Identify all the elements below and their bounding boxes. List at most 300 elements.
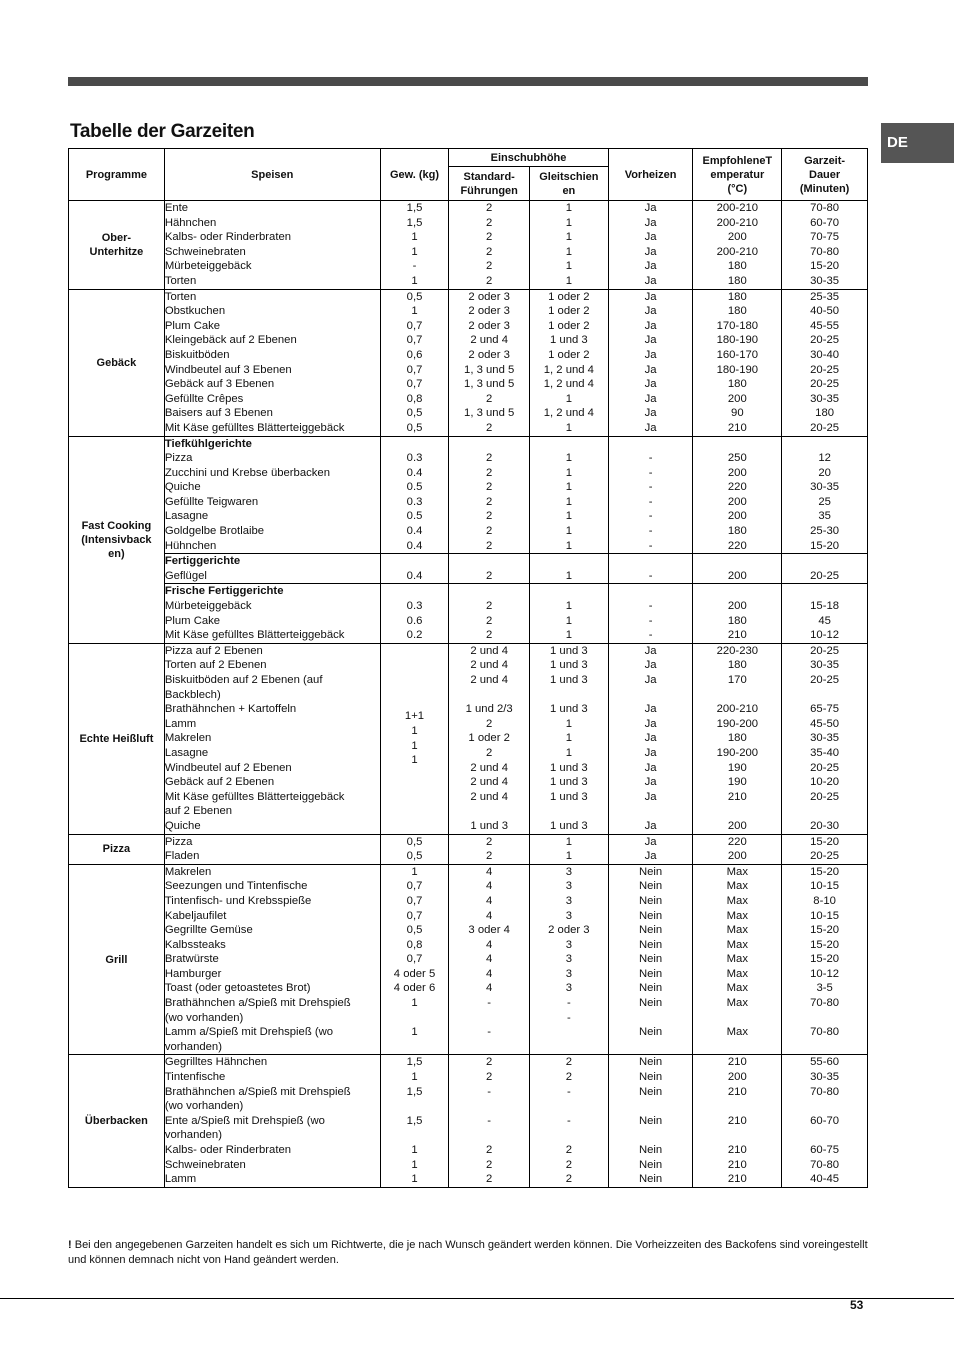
shelf-standard-value: 1 und 3: [470, 819, 509, 832]
shelf-glide-value: 1: [565, 600, 572, 613]
weight-value: 0,5: [406, 924, 423, 937]
shelf-glide-value: 1: [565, 614, 572, 627]
food-cell: [164, 1055, 380, 1187]
duration-value: 30-40: [810, 348, 840, 361]
weight-cell: [380, 554, 449, 584]
duration-value: 60-70: [810, 216, 840, 229]
header-rule: [68, 77, 868, 86]
duration-value: 30-35: [810, 659, 840, 672]
shelf-standard-value: 2: [486, 525, 493, 538]
spacer: [381, 437, 449, 452]
duration-value: 12: [818, 452, 831, 465]
header-vorheizen: Vorheizen: [608, 149, 693, 201]
preheat-value: Ja: [644, 761, 657, 774]
header-speisen: Speisen: [164, 149, 380, 201]
temperature-value: [693, 1099, 781, 1114]
shelf-standard-value: 2: [486, 421, 493, 434]
shelf-standard-value: 2: [486, 260, 493, 273]
preheat-value: Ja: [644, 202, 657, 214]
duration-cell: [782, 554, 868, 584]
spacer: [530, 554, 608, 569]
cooking-times-table: [68, 148, 868, 1188]
food-item: Backblech): [164, 688, 221, 701]
shelf-standard-value: 2: [486, 1173, 493, 1186]
temperature-cell: [693, 436, 782, 554]
weight-value: 0,7: [406, 363, 423, 376]
preheat-value: Ja: [644, 644, 657, 657]
shelf-glide-value: 1, 2 und 4: [543, 407, 594, 420]
spacer: [609, 437, 693, 452]
preheat-value: Ja: [644, 378, 657, 391]
shelf-standard-value: 2: [486, 1071, 493, 1084]
food-item: Baisers auf 3 Ebenen: [164, 407, 273, 420]
temperature-value: [693, 1011, 781, 1026]
preheat-value: Nein: [638, 1158, 663, 1171]
weight-value: 0,7: [406, 319, 423, 332]
preheat-value: Nein: [638, 909, 663, 922]
shelf-glide-cell: [530, 834, 609, 864]
temperature-value: 250: [727, 452, 747, 465]
shelf-glide-cell: [530, 584, 609, 643]
shelf-glide-value: 1: [565, 495, 572, 508]
shelf-standard-value: 2: [486, 231, 493, 244]
program-row: [69, 834, 868, 864]
food-subheading: Tiefkühlgerichte: [164, 437, 252, 450]
preheat-value: Ja: [644, 659, 657, 672]
weight-value: 0,5: [406, 850, 423, 863]
shelf-glide-value: 1 und 3: [550, 776, 588, 789]
header-programme: Programme: [69, 149, 165, 201]
spacer: [381, 554, 449, 569]
duration-value: 20-25: [810, 761, 840, 774]
language-tab: DE: [881, 123, 954, 163]
weight-value: 1: [411, 997, 418, 1010]
food-item: Ente a/Spieß mit Drehspieß (wo: [164, 1114, 325, 1127]
temperature-value: 210: [727, 1114, 747, 1127]
food-item: Schweinebraten: [164, 1158, 246, 1171]
temperature-value: 210: [727, 629, 747, 642]
preheat-value: Ja: [644, 407, 657, 420]
shelf-standard-value: 1, 3 und 5: [464, 378, 515, 391]
food-item: Gegrillte Gemüse: [164, 924, 253, 937]
temperature-value: 200: [727, 819, 747, 832]
temperature-value: 180-190: [716, 363, 759, 376]
shelf-standard-cell: [449, 436, 530, 554]
preheat-value: Ja: [644, 776, 657, 789]
food-cell: [164, 289, 380, 436]
food-item: Mit Käse gefülltes Blätterteiggebäck: [164, 790, 345, 803]
shelf-glide-value: 1 oder 2: [548, 319, 590, 332]
food-item: Seezungen und Tintenfische: [164, 880, 308, 893]
shelf-glide-value: 1, 2 und 4: [543, 363, 594, 376]
weight-value: 0,7: [406, 334, 423, 347]
shelf-standard-value: 2 und 4: [470, 334, 509, 347]
shelf-standard-value: 2 oder 3: [468, 290, 510, 303]
preheat-value: Nein: [638, 997, 663, 1010]
shelf-standard-value: 4: [486, 865, 493, 878]
preheat-value: Ja: [644, 231, 657, 244]
food-item: Mit Käse gefülltes Blätterteiggebäck: [164, 421, 345, 434]
spacer: [782, 554, 867, 569]
food-item: Hühnchen: [164, 539, 217, 552]
shelf-standard-value: [449, 688, 529, 703]
food-item: Plum Cake: [164, 319, 221, 332]
duration-value: 20-30: [810, 819, 840, 832]
shelf-standard-value: [449, 804, 529, 819]
temperature-value: 170-180: [716, 319, 759, 332]
shelf-standard-cell: [449, 864, 530, 1055]
weight-cell: [380, 584, 449, 643]
weight-value: 1: [411, 231, 418, 244]
shelf-glide-value: 1: [565, 850, 572, 863]
temperature-value: 200-210: [716, 703, 759, 716]
shelf-standard-value: 4: [486, 909, 493, 922]
shelf-standard-value: 2 oder 3: [468, 319, 510, 332]
preheat-value: -: [648, 539, 653, 552]
food-cell: [164, 864, 380, 1055]
shelf-standard-value: 2: [486, 510, 493, 523]
program-group-row: [69, 436, 868, 554]
preheat-value: Ja: [644, 819, 657, 832]
duration-value: 30-35: [810, 1071, 840, 1084]
temperature-value: 220: [727, 539, 747, 552]
food-item: Kalbssteaks: [164, 938, 226, 951]
preheat-value: [609, 1099, 693, 1114]
shelf-glide-value: [530, 804, 608, 819]
temperature-value: 180: [727, 260, 747, 273]
shelf-standard-value: 4: [486, 894, 493, 907]
shelf-glide-value: 1 oder 2: [548, 348, 590, 361]
shelf-standard-value: 3 oder 4: [468, 924, 510, 937]
temperature-value: [693, 688, 781, 703]
temperature-value: 190-200: [716, 717, 759, 730]
duration-value: 25-35: [810, 290, 840, 303]
spacer: [609, 584, 693, 599]
food-item: Quiche: [164, 481, 201, 494]
food-item: Biskuitböden auf 2 Ebenen (auf: [164, 674, 323, 686]
duration-value: 20-25: [810, 421, 840, 434]
footer-rule: [0, 1298, 954, 1299]
duration-cell: [782, 201, 868, 290]
duration-value: 20-25: [810, 569, 840, 582]
duration-value: 30-35: [810, 732, 840, 745]
shelf-glide-value: 2: [565, 1056, 572, 1069]
temperature-value: 180: [727, 290, 747, 303]
temperature-value: 160-170: [716, 348, 759, 361]
preheat-cell: [608, 584, 693, 643]
duration-value: 70-80: [810, 1085, 840, 1098]
preheat-value: -: [648, 569, 653, 582]
duration-value: 15-20: [810, 260, 840, 273]
shelf-glide-cell: [530, 201, 609, 290]
weight-value: 0,5: [406, 407, 423, 420]
duration-value: 15-20: [810, 539, 840, 552]
temperature-value: 220: [727, 481, 747, 494]
weight-value: 1: [411, 274, 418, 287]
food-item: Pizza auf 2 Ebenen: [164, 644, 263, 657]
food-item: Torten: [164, 290, 197, 303]
weight-value: [381, 1099, 449, 1114]
footnote: [68, 1238, 868, 1268]
duration-value: 15-20: [810, 865, 840, 878]
shelf-standard-value: 4: [486, 880, 493, 893]
weight-value: 0.4: [406, 466, 423, 479]
shelf-standard-value: 2 und 4: [470, 644, 509, 657]
program-name: Ober- Unterhitze: [69, 201, 165, 290]
duration-value: 70-75: [810, 231, 840, 244]
shelf-standard-value: 4: [486, 938, 493, 951]
temperature-value: 190: [727, 776, 747, 789]
shelf-standard-value: 2 und 4: [470, 776, 509, 789]
shelf-glide-value: 1 und 3: [550, 644, 588, 657]
food-item: Gegrilltes Hähnchen: [164, 1056, 268, 1069]
shelf-standard-cell: [449, 643, 530, 834]
temperature-cell: [693, 643, 782, 834]
preheat-value: Ja: [644, 392, 657, 405]
temperature-value: 220-230: [716, 644, 759, 657]
duration-value: 25: [818, 495, 831, 508]
duration-value: 70-80: [810, 202, 840, 214]
weight-cell: [380, 834, 449, 864]
duration-value: 40-50: [810, 305, 840, 318]
temperature-cell: [693, 584, 782, 643]
shelf-glide-value: 1 und 3: [550, 674, 588, 686]
duration-value: 10-12: [810, 967, 840, 980]
weight-value: 0,6: [406, 348, 423, 361]
food-item: Kalbs- oder Rinderbraten: [164, 231, 292, 244]
header-temperatur: EmpfohleneT emperatur (°C): [693, 149, 782, 201]
shelf-glide-value: 1: [565, 202, 572, 214]
duration-value: 70-80: [810, 997, 840, 1010]
food-item: Gebäck auf 3 Ebenen: [164, 378, 275, 391]
food-item: (wo vorhanden): [164, 1011, 244, 1024]
temperature-value: Max: [726, 1026, 748, 1039]
preheat-value: -: [648, 629, 653, 642]
duration-value: 70-80: [810, 1026, 840, 1039]
shelf-standard-value: 2: [486, 614, 493, 627]
food-item: Torten: [164, 274, 197, 287]
weight-value: 1: [411, 1071, 418, 1084]
food-item: Mürbeteiggebäck: [164, 600, 252, 613]
shelf-glide-value: 1: [565, 481, 572, 494]
temperature-value: 210: [727, 1085, 747, 1098]
temperature-value: 200: [727, 495, 747, 508]
temperature-value: 210: [727, 1056, 747, 1069]
preheat-cell: [608, 643, 693, 834]
preheat-value: Ja: [644, 260, 657, 273]
duration-value: [782, 1128, 867, 1143]
temperature-value: [693, 1128, 781, 1143]
weight-value: [381, 1040, 449, 1055]
program-name: Echte Heißluft: [69, 643, 165, 834]
food-subheading: Frische Fertiggerichte: [164, 585, 284, 598]
preheat-value: -: [648, 525, 653, 538]
shelf-standard-value: 2: [486, 569, 493, 582]
temperature-value: 200-210: [716, 216, 759, 229]
temperature-value: 220: [727, 835, 747, 848]
shelf-glide-value: -: [566, 1085, 571, 1098]
shelf-glide-value: 1 und 3: [550, 761, 588, 774]
preheat-value: Nein: [638, 1173, 663, 1186]
temperature-value: Max: [726, 967, 748, 980]
temperature-value: 180: [727, 305, 747, 318]
weight-cell: [380, 436, 449, 554]
shelf-glide-value: 1 und 3: [550, 703, 588, 716]
duration-value: 3-5: [816, 982, 833, 995]
temperature-cell: [693, 289, 782, 436]
weight-value: 1,5: [406, 216, 423, 229]
spacer: [449, 437, 529, 452]
shelf-glide-cell: [530, 436, 609, 554]
footnote-text: Bei den angegebenen Garzeiten handelt es sich um Richtwerte, die je nach Wunsch geändert werden können. Die Vorheizzeiten des Backofens sind voreingestellt und können demnach nicht von Hand geändert werden.: [68, 1239, 868, 1266]
preheat-value: Ja: [644, 674, 657, 686]
shelf-glide-cell: [530, 1055, 609, 1187]
weight-value: 0,8: [406, 392, 423, 405]
temperature-value: 190: [727, 761, 747, 774]
program-name: Pizza: [69, 834, 165, 864]
shelf-standard-value: 1 und 2/3: [465, 703, 513, 716]
duration-cell: [782, 1055, 868, 1187]
preheat-value: Nein: [638, 967, 663, 980]
shelf-standard-value: -: [487, 997, 492, 1010]
food-item: Biskuitböden: [164, 348, 230, 361]
food-item: Toast (oder getoastetes Brot): [164, 982, 311, 995]
preheat-value: Ja: [644, 790, 657, 803]
temperature-value: 170: [727, 674, 747, 686]
duration-cell: [782, 643, 868, 834]
preheat-value: [609, 1011, 693, 1026]
weight-value: 0,5: [406, 421, 423, 434]
weight-cell: [380, 289, 449, 436]
temperature-value: 200: [727, 600, 747, 613]
shelf-glide-value: 1: [565, 392, 572, 405]
temperature-value: 190-200: [716, 746, 759, 759]
duration-value: 65-75: [810, 703, 840, 716]
shelf-glide-value: 2: [565, 1071, 572, 1084]
preheat-value: Ja: [644, 216, 657, 229]
weight-value: 1: [411, 1026, 418, 1039]
temperature-value: 180: [727, 732, 747, 745]
preheat-value: Ja: [644, 835, 657, 848]
temperature-value: 200-210: [716, 202, 759, 214]
spacer: [609, 554, 693, 569]
duration-value: 20-25: [810, 378, 840, 391]
shelf-standard-value: 2: [486, 1158, 493, 1171]
duration-value: 20-25: [810, 334, 840, 347]
food-item: Windbeutel auf 2 Ebenen: [164, 761, 292, 774]
shelf-standard-cell: [449, 201, 530, 290]
temperature-value: 210: [727, 1158, 747, 1171]
food-item: (wo vorhanden): [164, 1100, 244, 1113]
weight-value: 1: [411, 305, 418, 318]
weight-value: [381, 1128, 449, 1143]
program-name: Grill: [69, 864, 165, 1055]
preheat-value: -: [648, 510, 653, 523]
header-garzeit-dauer: Garzeit- Dauer (Minuten): [782, 149, 868, 201]
shelf-standard-value: 2 oder 3: [468, 305, 510, 318]
food-item: Lamm: [164, 717, 197, 730]
temperature-cell: [693, 201, 782, 290]
duration-value: 45-50: [810, 717, 840, 730]
duration-value: 8-10: [813, 894, 836, 907]
shelf-standard-value: 2: [486, 216, 493, 229]
shelf-standard-cell: [449, 554, 530, 584]
preheat-value: Nein: [638, 953, 663, 966]
shelf-glide-cell: [530, 864, 609, 1055]
temperature-value: 200: [727, 392, 747, 405]
weight-value: 0,5: [406, 835, 423, 848]
weight-value: 0.3: [406, 495, 423, 508]
shelf-glide-value: 3: [565, 865, 572, 878]
weight-cell: [380, 864, 449, 1055]
weight-cell: [380, 201, 449, 290]
duration-value: 15-18: [810, 600, 840, 613]
preheat-value: Ja: [644, 850, 657, 863]
temperature-value: 180: [727, 378, 747, 391]
temperature-cell: [693, 834, 782, 864]
shelf-standard-value: 2 und 4: [470, 761, 509, 774]
shelf-standard-value: 2: [486, 452, 493, 465]
weight-value: 1: [411, 865, 418, 878]
food-cell: [164, 584, 380, 643]
weight-value: 0.4: [406, 525, 423, 538]
duration-value: 55-60: [810, 1056, 840, 1069]
shelf-glide-value: [530, 688, 608, 703]
temperature-value: 210: [727, 1144, 747, 1156]
food-cell: [164, 834, 380, 864]
weight-value: 1: [411, 245, 418, 258]
shelf-glide-value: 3: [565, 894, 572, 907]
shelf-standard-value: [449, 1099, 529, 1114]
duration-cell: [782, 436, 868, 554]
duration-value: 20-25: [810, 363, 840, 376]
shelf-glide-value: [530, 1025, 608, 1040]
preheat-value: [609, 804, 693, 819]
weight-value: 1: [411, 1158, 418, 1171]
program-row: [69, 864, 868, 1055]
duration-value: 15-20: [810, 938, 840, 951]
weight-value: 0.2: [406, 629, 423, 642]
shelf-glide-value: 3: [565, 909, 572, 922]
shelf-standard-value: 1, 3 und 5: [464, 363, 515, 376]
preheat-value: Ja: [644, 290, 657, 303]
temperature-value: 200: [727, 466, 747, 479]
duration-value: 70-80: [810, 245, 840, 258]
shelf-glide-value: 3: [565, 982, 572, 995]
preheat-cell: [608, 289, 693, 436]
food-item: Hamburger: [164, 967, 222, 980]
duration-value: 15-20: [810, 953, 840, 966]
weight-value: 0.3: [406, 452, 423, 465]
food-item: Windbeutel auf 3 Ebenen: [164, 363, 292, 376]
duration-cell: [782, 834, 868, 864]
duration-value: 15-20: [810, 835, 840, 848]
shelf-glide-value: 1: [565, 525, 572, 538]
spacer: [381, 584, 449, 599]
food-item: Lasagne: [164, 746, 209, 759]
weight-value: [381, 1011, 449, 1026]
food-item: Pizza: [164, 452, 193, 465]
temperature-value: 200: [727, 850, 747, 863]
shelf-glide-value: 2 oder 3: [548, 924, 590, 937]
food-item: Hähnchen: [164, 216, 217, 229]
shelf-glide-value: 1: [565, 732, 572, 745]
shelf-glide-value: 1 oder 2: [548, 305, 590, 318]
temperature-value: 200: [727, 1071, 747, 1084]
weight-value: -: [412, 260, 417, 273]
duration-value: 30-35: [810, 392, 840, 405]
temperature-value: Max: [726, 997, 748, 1010]
